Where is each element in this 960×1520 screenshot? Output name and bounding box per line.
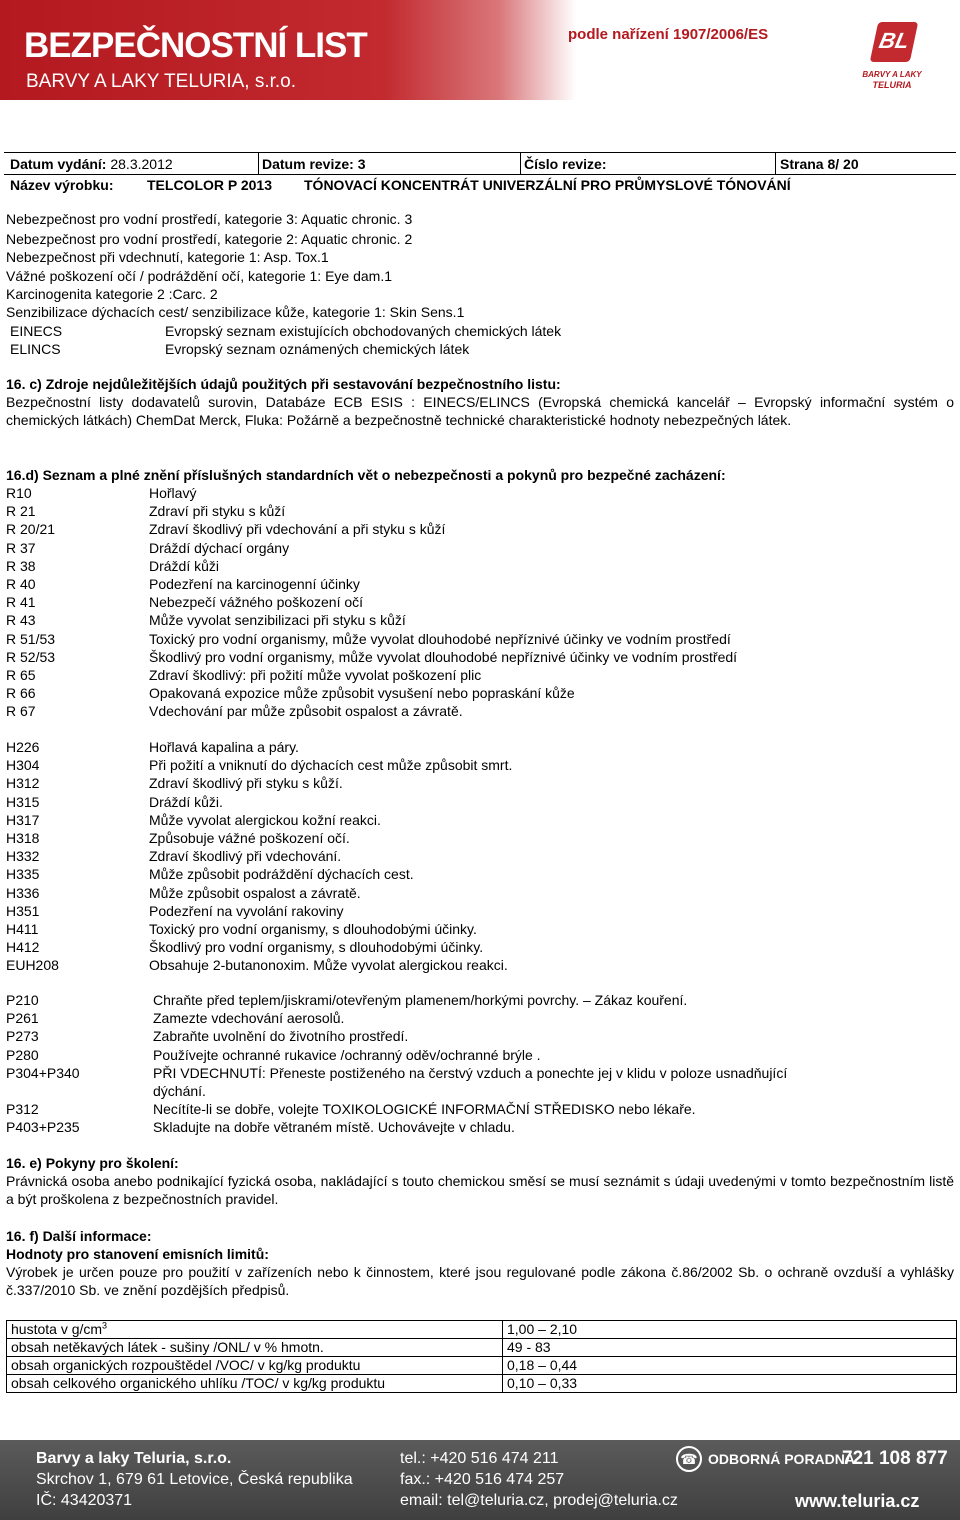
phrase-code: R 51/53	[6, 630, 56, 647]
phrase-text: Dráždí kůži	[149, 557, 220, 574]
phrase-code: P312	[6, 1101, 39, 1118]
advice-label: ODBORNÁ PORADNA	[708, 1451, 855, 1467]
footer-ico: IČ: 43420371	[36, 1492, 133, 1509]
phrase-text: Používejte ochranné rukavice /ochranný oděv/ochranné brýle .	[153, 1046, 541, 1063]
footer-tel: tel.: +420 516 474 211	[400, 1450, 559, 1467]
phrase-text: Hořlavý	[149, 485, 197, 501]
footer-company: Barvy a laky Teluria, s.r.o.	[36, 1450, 232, 1467]
property-value: 0,18 – 0,44	[503, 1357, 957, 1375]
phrase-row	[6, 847, 946, 865]
property-unit-exponent: 3	[102, 1320, 108, 1331]
phrase-text: Toxický pro vodní organismy, s dlouhodobými účinky.	[149, 921, 477, 938]
section-e-heading: 16. e) Pokyny pro školení:	[6, 1155, 179, 1171]
phrase-row	[6, 991, 946, 1009]
phrase-code: P280	[6, 1046, 39, 1063]
phrase-text: Hořlavá kapalina a páry.	[149, 739, 299, 755]
phrase-row	[6, 865, 946, 883]
phrase-code: R 40	[6, 576, 36, 593]
revision-number: Číslo revize:	[524, 156, 607, 172]
phrase-text: Podezření na vyvolání rakoviny	[149, 902, 344, 919]
phrase-row	[6, 520, 946, 538]
footer-email[interactable]: email: tel@teluria.cz, prodej@teluria.cz	[400, 1492, 678, 1509]
hazard-classification-list	[6, 210, 946, 321]
phrase-row	[6, 902, 946, 920]
phrase-text: Toxický pro vodní organismy, může vyvolat dlouhodobé nepříznivé účinky ve vodním prostředí	[149, 630, 731, 647]
phrase-text: Zamezte vdechování aerosolů.	[153, 1010, 345, 1027]
phrase-row	[6, 738, 946, 756]
section-c-text: Bezpečnostní listy dodavatelů surovin, Databáze ECB ESIS : EINECS/ELINCS (Evropská chemická kancelář – Evropský informační systém o chemických látkách) ChemDat Merck, Fluka: Požárně a bezpečnostně technické charakteristické hodnoty nebezpečných látek.	[6, 394, 954, 429]
phrase-code: R 20/21	[6, 521, 56, 538]
phrase-row	[6, 593, 946, 611]
abbreviation-text: Evropský seznam oznámených chemických látek	[165, 341, 470, 358]
document-title: BEZPEČNOSTNÍ LIST	[24, 26, 367, 65]
phrase-text: Obsahuje 2-butanonoxim. Může vyvolat alergickou reakci.	[149, 957, 508, 974]
property-label: obsah celkového organického uhlíku /TOC/ v kg/kg produktu	[11, 1375, 386, 1391]
phrase-text: Dráždí dýchací orgány	[149, 539, 290, 556]
phrase-row	[6, 1064, 946, 1100]
logo-mark	[870, 22, 919, 62]
hazard-line: Nebezpečnost pro vodní prostředí, kategorie 3: Aquatic chronic. 3	[6, 211, 413, 227]
phrase-code: H336	[6, 884, 40, 901]
hazard-line: Nebezpečnost pro vodní prostředí, kategorie 2: Aquatic chronic. 2	[6, 231, 413, 248]
hazard-line: Nebezpečnost při vdechnutí, kategorie 1: Asp. Tox.1	[6, 249, 329, 266]
section-c-heading: 16. c) Zdroje nejdůležitějších údajů použitých při sestavování bezpečnostního listu:	[6, 376, 561, 392]
phrase-text: Dráždí kůži.	[149, 793, 223, 810]
phrase-text: Chraňte před teplem/jiskrami/otevřeným plamenem/horkými povrchy. – Zákaz kouření.	[153, 992, 688, 1008]
phrase-row	[6, 920, 946, 938]
website-link[interactable]: www.teluria.cz	[795, 1491, 920, 1511]
phrase-row	[6, 938, 946, 956]
company-name: BARVY A LAKY TELURIA, s.r.o.	[26, 71, 297, 92]
hazard-line: Vážné poškození očí / podráždění očí, kategorie 1: Eye dam.1	[6, 267, 393, 284]
table-row	[7, 1339, 957, 1357]
phrase-row	[6, 557, 946, 575]
phrase-row	[6, 684, 946, 702]
footer	[0, 1440, 960, 1520]
phrase-text: Zabraňte uvolnění do životního prostředí.	[153, 1028, 409, 1045]
phrase-text: Opakovaná expozice může způsobit vysušení nebo popraskání kůže	[149, 685, 575, 702]
hazard-line: Karcinogenita kategorie 2 :Carc. 2	[6, 285, 218, 302]
phrase-row	[6, 756, 946, 774]
phrase-code: R 37	[6, 539, 36, 556]
phrase-text: Škodlivý pro vodní organismy, s dlouhodobými účinky.	[149, 939, 484, 956]
phrase-row	[6, 829, 946, 847]
phrase-row	[6, 484, 946, 502]
property-value: 1,00 – 2,10	[503, 1321, 957, 1339]
phrase-row	[6, 702, 946, 720]
logo-letters: BL	[876, 28, 912, 53]
product-code: TELCOLOR P 2013	[147, 177, 273, 193]
phrase-code: H412	[6, 939, 40, 956]
phrase-text: Škodlivý pro vodní organismy, může vyvolat dlouhodobé nepříznivé účinky ve vodním prostředí	[149, 648, 738, 665]
phrase-row	[6, 1118, 946, 1136]
phrase-row	[6, 630, 946, 648]
phrase-text: Může způsobit podráždění dýchacích cest.	[149, 866, 414, 883]
phrase-code: R 52/53	[6, 648, 56, 665]
phrase-row	[6, 611, 946, 629]
divider	[4, 174, 956, 175]
phrase-row	[6, 1027, 946, 1045]
phrase-code: H315	[6, 793, 40, 810]
phrase-text: Může vyvolat senzibilizaci při styku s kůží	[149, 612, 406, 629]
property-label-cell	[7, 1375, 503, 1393]
phrase-text: Zdraví při styku s kůží	[149, 503, 286, 520]
phrase-code: H318	[6, 830, 40, 847]
phrase-code: P304+P340	[6, 1064, 80, 1081]
page-number: Strana 8/ 20	[780, 156, 859, 172]
product-name: TÓNOVACÍ KONCENTRÁT UNIVERZÁLNÍ PRO PRŮMYSLOVÉ TÓNOVÁNÍ	[304, 177, 791, 193]
phrase-code: EUH208	[6, 957, 59, 974]
issue-date	[10, 156, 173, 172]
issue-date-value: 28.3.2012	[110, 156, 173, 172]
phrase-code: H351	[6, 902, 40, 919]
phrase-code: H411	[6, 921, 39, 938]
phrase-text: PŘI VDECHNUTÍ: Přeneste postiženého na čerstvý vzduch a ponechte jej v klidu v poloze usnadňující dýchání.	[153, 1064, 788, 1100]
issue-date-label: Datum vydání:	[10, 156, 107, 172]
phrase-text: Zdraví škodlivý při vdechování.	[149, 848, 342, 865]
abbreviation-code: EINECS	[10, 323, 63, 339]
phrase-row	[6, 575, 946, 593]
property-label-cell	[7, 1321, 503, 1339]
footer-fax: fax.: +420 516 474 257	[400, 1471, 565, 1488]
phrase-row	[6, 502, 946, 520]
phrase-code: P273	[6, 1028, 39, 1045]
abbreviation-code: ELINCS	[10, 341, 61, 358]
phrase-text: Při požití a vniknutí do dýchacích cest může způsobit smrt.	[149, 757, 513, 774]
p-phrases-list	[6, 991, 946, 1137]
emission-properties-table	[6, 1320, 957, 1393]
phrase-code: P261	[6, 1010, 39, 1027]
section-f-text: Výrobek je určen pouze pro použití v zařízeních nebo k činnostem, které jsou regulované podle zákona č.86/2002 Sb. o ochraně ovzduší a vyhlášky č.337/2010 Sb. ve znění pozdějších předpisů.	[6, 1264, 954, 1299]
product-label: Název výrobku:	[10, 177, 114, 193]
hazard-line: Senzibilizace dýchacích cest/ senzibilizace kůže, kategorie 1: Skin Sens.1	[6, 304, 465, 321]
section-e-text: Právnická osoba anebo podnikající fyzická osoba, nakládající s touto chemickou směsí se musí seznámit s údaji uvedenými v tomto bezpečnostním listě a být proškolena z bezpečnostních pravidel.	[6, 1173, 954, 1208]
phrase-code: R 41	[6, 594, 36, 611]
advice-phone: 721 108 877	[842, 1448, 948, 1469]
property-label: obsah netěkavých látek - sušiny /ONL/ v % hmotn.	[11, 1339, 324, 1355]
phrase-text: Zdraví škodlivý: při požití může vyvolat poškození plic	[149, 667, 482, 684]
phrase-row	[6, 539, 946, 557]
phrase-row	[6, 1046, 946, 1064]
h-phrases-list	[6, 738, 946, 975]
phrase-code: R 38	[6, 557, 36, 574]
phrase-code: R 43	[6, 612, 36, 629]
phrase-code: H317	[6, 811, 40, 828]
abbreviation-row	[10, 340, 910, 358]
phrase-text: Vdechování par může způsobit ospalost a závratě.	[149, 703, 463, 720]
phrase-text: Způsobuje vážné poškození očí.	[149, 830, 350, 847]
divider	[4, 152, 956, 153]
phrase-code: R 65	[6, 667, 36, 684]
section-f-heading: 16. f) Další informace:	[6, 1228, 152, 1244]
r-phrases-list	[6, 484, 946, 721]
phrase-text: Zdraví škodlivý při styku s kůží.	[149, 775, 343, 792]
abbreviation-text: Evropský seznam existujících obchodovaných chemických látek	[165, 323, 562, 339]
property-value: 49 - 83	[503, 1339, 957, 1357]
phrase-code: R 67	[6, 703, 36, 720]
phrase-text: Může způsobit ospalost a závratě.	[149, 884, 361, 901]
property-value: 0,10 – 0,33	[503, 1375, 957, 1393]
phrase-code: R 21	[6, 503, 36, 520]
phrase-text: Skladujte na dobře větraném místě. Uchovávejte v chladu.	[153, 1119, 515, 1136]
abbreviation-list	[10, 322, 910, 358]
logo-text-1: BARVY A LAKY	[862, 70, 922, 79]
phone-icon: ☎	[676, 1446, 702, 1472]
phrase-row	[6, 1100, 946, 1118]
phrase-code: P210	[6, 992, 39, 1008]
logo-text-2: TELURIA	[872, 80, 912, 90]
table-row	[7, 1375, 957, 1393]
phrase-row	[6, 666, 946, 684]
phrase-row	[6, 956, 946, 974]
property-label-cell	[7, 1339, 503, 1357]
phrase-code: H226	[6, 739, 40, 755]
section-d-heading: 16.d) Seznam a plné znění příslušných standardních vět o nebezpečnosti a pokynů pro bezpečné zacházení:	[6, 467, 726, 483]
company-logo	[852, 22, 932, 94]
phrase-row	[6, 793, 946, 811]
table-row	[7, 1321, 957, 1339]
phrase-code: R10	[6, 485, 32, 501]
divider	[520, 152, 521, 174]
phrase-text: Nebezpečí vážného poškození očí	[149, 594, 364, 611]
phrase-text: Necítíte-li se dobře, volejte TOXIKOLOGICKÉ INFORMAČNÍ STŘEDISKO nebo lékaře.	[153, 1101, 696, 1118]
phrase-code: H312	[6, 775, 40, 792]
property-label: obsah organických rozpouštědel /VOC/ v kg/kg produktu	[11, 1357, 361, 1373]
phrase-code: H304	[6, 757, 40, 774]
phrase-code: H335	[6, 866, 40, 883]
footer-address: Skrchov 1, 679 61 Letovice, Česká republika	[36, 1471, 353, 1488]
table-row	[7, 1357, 957, 1375]
property-label: hustota v g/cm	[11, 1321, 103, 1337]
phrase-code: P403+P235	[6, 1119, 80, 1136]
phrase-row	[6, 884, 946, 902]
regulation-reference: podle nařízení 1907/2006/ES	[568, 26, 769, 43]
divider	[258, 152, 259, 174]
revision-date: Datum revize: 3	[262, 156, 366, 172]
section-f-subheading: Hodnoty pro stanovení emisních limitů:	[6, 1246, 269, 1262]
phrase-text: Zdraví škodlivý při vdechování a při styku s kůží	[149, 521, 446, 538]
phrase-code: R 66	[6, 685, 36, 702]
divider	[775, 152, 776, 174]
phrase-row	[6, 811, 946, 829]
phrase-row	[6, 648, 946, 666]
phrase-row	[6, 1009, 946, 1027]
abbreviation-row	[10, 322, 910, 340]
property-label-cell	[7, 1357, 503, 1375]
phrase-text: Podezření na karcinogenní účinky	[149, 576, 360, 593]
phrase-text: Může vyvolat alergickou kožní reakci.	[149, 811, 381, 828]
document-info-box	[4, 152, 956, 196]
phrase-code: H332	[6, 848, 40, 865]
phrase-row	[6, 774, 946, 792]
